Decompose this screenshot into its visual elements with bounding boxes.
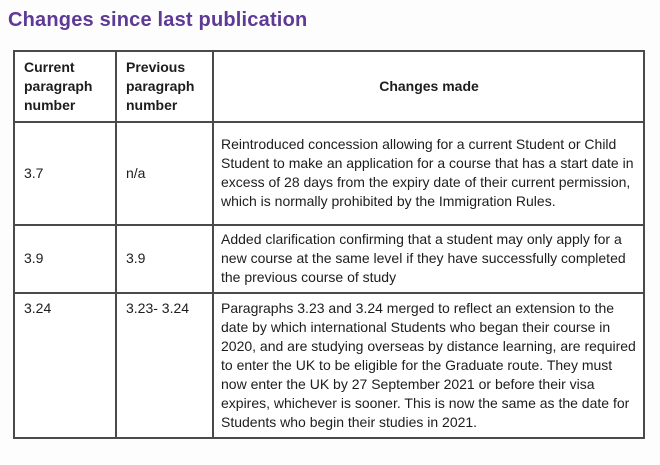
header-previous-paragraph-number: Previous paragraph number (116, 51, 213, 122)
changes-table (13, 50, 645, 439)
cell-previous-paragraph: 3.9 (116, 225, 213, 293)
table-header-row (14, 51, 644, 122)
header-changes-made: Changes made (213, 51, 644, 122)
table-row (14, 122, 644, 225)
cell-current-paragraph: 3.24 (14, 293, 116, 438)
cell-current-paragraph: 3.9 (14, 225, 116, 293)
table-row (14, 225, 644, 293)
cell-previous-paragraph: n/a (116, 122, 213, 225)
cell-changes-made: Paragraphs 3.23 and 3.24 merged to reflect an extension to the date by which international Students who began their course in 2020, and are studying overseas by distance learning, are required to enter the UK to be eligible for the Graduate route. They must now enter the UK by 27 September 2021 or before their visa expires, whichever is sooner. This is now the same as the date for Students who begin their studies in 2021. (213, 293, 644, 438)
cell-previous-paragraph: 3.23- 3.24 (116, 293, 213, 438)
header-current-paragraph-number: Current paragraph number (14, 51, 116, 122)
table-row (14, 293, 644, 438)
cell-current-paragraph: 3.7 (14, 122, 116, 225)
page-title: Changes since last publication (8, 9, 308, 31)
cell-changes-made: Reintroduced concession allowing for a current Student or Child Student to make an application for a course that has a start date in excess of 28 days from the expiry date of their current permission, which is normally prohibited by the Immigration Rules. (213, 122, 644, 225)
cell-changes-made: Added clarification confirming that a student may only apply for a new course at the same level if they have successfully completed the previous course of study (213, 225, 644, 293)
